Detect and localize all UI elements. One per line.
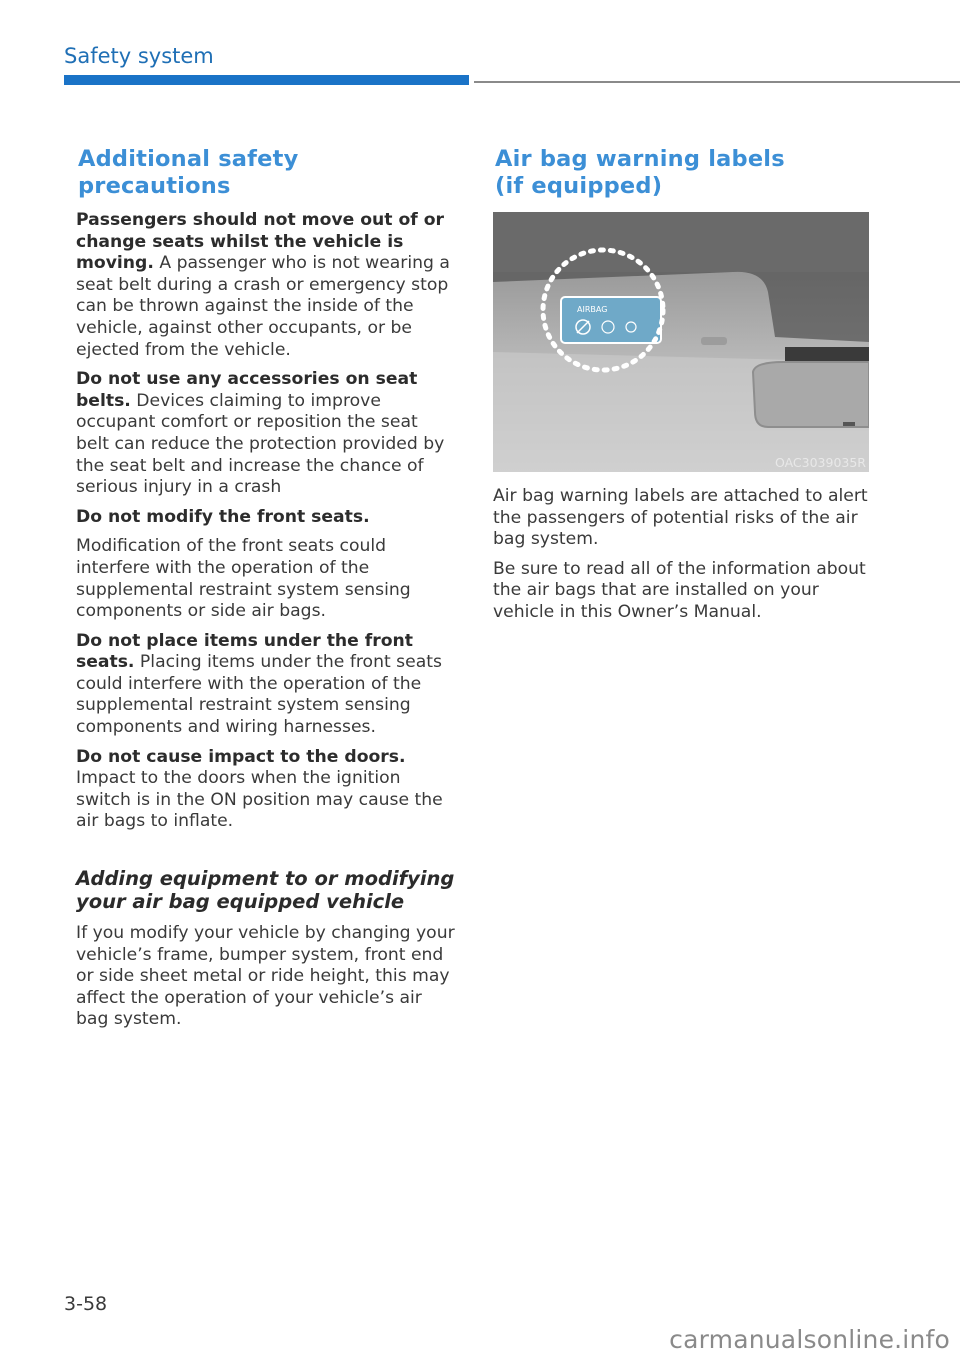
paragraph-labels-attached: Air bag warning labels are attached to alert the passengers of potential risks of the air bag system. [493,486,868,550]
page-number: 3-58 [64,1293,108,1315]
paragraph-seat-change [76,210,456,361]
paragraph-modifications: If you modify your vehicle by changing your vehicle’s frame, bumper system, front end or side sheet metal or ride height, this may affect the operation of your vehicle’s air bag system. [76,923,455,1030]
heading-line-2: (if equipped) [495,173,663,199]
sun-visor-illustration [493,212,869,472]
paragraph-modify-seats-lead: Do not modify the front seats. [76,506,370,527]
airbag-label-photo [493,212,869,472]
paragraph-read-manual: Be sure to read all of the information about the air bags that are installed on your vehicle in this Owner’s Manual. [493,558,866,622]
bold-lead: Passengers should not move out of or change seats whilst the vehicle is moving. [76,210,445,274]
header-rule [474,81,960,83]
body-text: Placing items under the front seats could interfere with the operation of the supplemental restraint system sensing components and wiring harnesses. [76,652,442,738]
bold-lead: Do not cause impact to the doors. [76,746,406,767]
image-code: OAC3039035R [774,455,866,470]
header-rule-accent [64,75,469,85]
paragraph-door-impact [76,747,456,833]
airbag-label-text: AIRBAG [577,305,608,314]
paragraph-seat-belt-accessories [76,369,456,499]
airbag-labels-heading [495,146,871,200]
body-text: Devices claiming to improve occupant comfort or reposition the seat belt can reduce the protection provided by the seat belt and increase the chance of serious injury in a crash [76,390,445,498]
body-text: Impact to the doors when the ignition switch is in the ON position may cause the air bags to inflate. [76,768,443,832]
right-column [493,146,871,632]
heading-line-1: Air bag warning labels [495,146,785,172]
body-text: A passenger who is not wearing a seat belt during a crash or emergency stop can be thrown against the inside of the vehicle, against other occupants, or be ejected from the vehicle. [76,253,450,360]
additional-precautions-heading: Additional safety precautions [78,146,299,199]
watermark: carmanualsonline.info [669,1325,950,1354]
left-column [76,146,456,1039]
adding-equipment-subheading: Adding equipment to or modifying your air bag equipped vehicle [76,867,455,914]
section-title: Safety system [64,44,214,68]
paragraph-modify-seats-body: Modification of the front seats could interfere with the operation of the supplemental restraint system sensing components or side air bags. [76,536,411,622]
paragraph-items-under-seats [76,631,456,739]
bold-lead: Do not use any accessories on seat belts. [76,369,418,411]
bold-lead: Do not place items under the front seats. [76,630,414,673]
